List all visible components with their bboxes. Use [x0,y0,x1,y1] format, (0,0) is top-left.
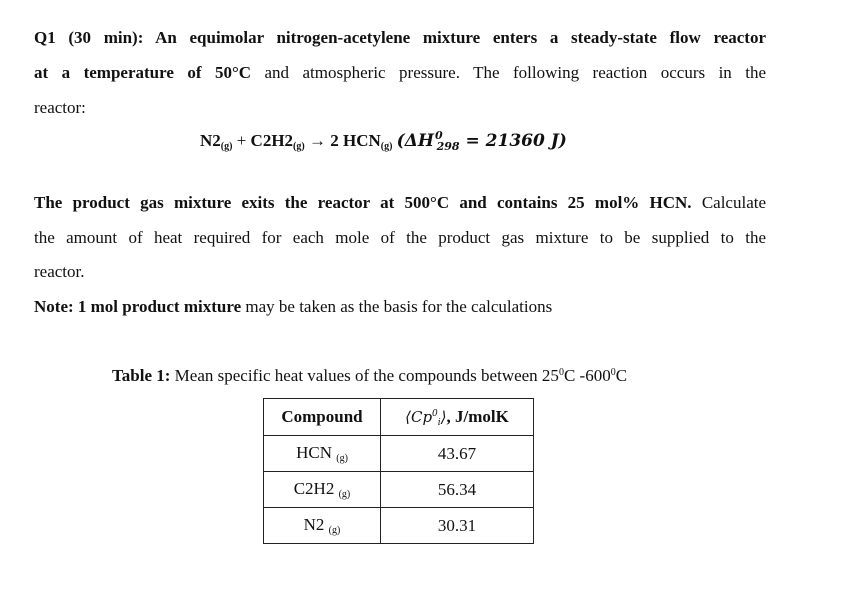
note [34,297,552,317]
table-row [264,472,534,508]
eq-arrow: → [308,131,326,150]
question-line-1 [34,28,766,48]
value-cell: 30.31 [381,508,534,544]
compound-cell: HCN $_{(g)}$ [264,436,381,472]
value-cell: 56.34 [381,472,534,508]
question-title: Q1 (30 min): An equimolar nitrogen-acetylene mixture enters a steady-state flow reactor [34,28,766,47]
header-cp: $⟨Cp^0_i⟩$, J/molK [381,399,534,436]
reaction-equation [200,129,567,153]
header-compound: Compound [264,399,381,436]
note-label: Note: 1 mol product mixture [34,297,242,316]
compound-cell: C2H2 $_{(g)}$ [264,472,381,508]
question-line-2-text: and atmospheric pressure. The following reaction occurs in the [264,63,767,82]
eq-hcn: 2 $HCN_{(g)}$ [330,131,393,152]
compound-cell: N2 $_{(g)}$ [264,508,381,544]
product-conditions: The product gas mixture exits the reactor at 500°C and contains 25 mol% HCN. [34,193,692,212]
table-caption: Table 1: Mean specific heat values of the compounds between $25^0C$ $-600^0C$ [112,366,628,385]
eq-enthalpy: ($\Delta H^0_{298} = 21360$ J) [396,129,567,153]
table-row [264,508,534,544]
eq-c2h2: $C2H2_{(g)}$ [250,131,305,152]
value-cell: 43.67 [381,436,534,472]
question-line-2 [34,63,766,83]
table-header-row [264,399,534,436]
inlet-temperature: at a temperature of 50°C [34,63,252,82]
eq-plus: + [236,131,247,150]
question-line-3: reactor: [34,98,86,117]
paragraph-2-line-1-text: Calculate [701,193,767,212]
paragraph-2-line-3: reactor. [34,262,85,281]
note-text: may be taken as the basis for the calculations [245,297,553,316]
paragraph-2-line-1 [34,193,766,213]
specific-heat-table [263,398,534,544]
table-row [264,436,534,472]
paragraph-2-line-2: the amount of heat required for each mole of the product gas mixture to be supplied to the [34,228,766,247]
eq-n2: $N2_{(g)}$ [200,131,233,152]
